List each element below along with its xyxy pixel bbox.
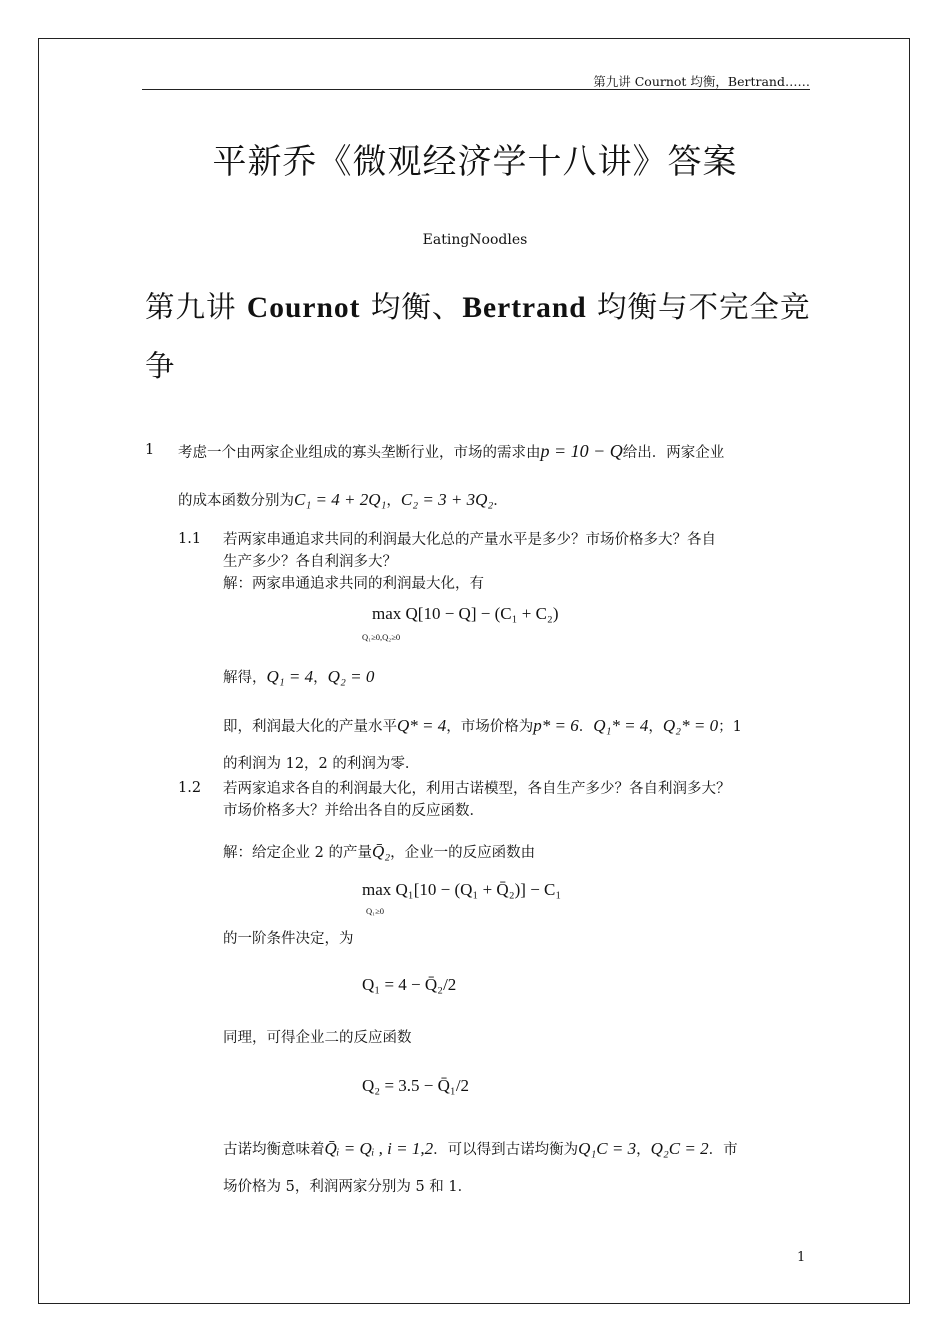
similarly-text: 同理，可得企业二的反应函数 bbox=[223, 1030, 412, 1046]
reaction-function-2: Q₂ = 3.5 − Q̄₁/2 bbox=[362, 1076, 470, 1095]
solution-result: 解得，Q₁ = 4，Q₂ = 0 bbox=[223, 667, 375, 686]
question-1-2-text: 若两家追求各自的利润最大化，利用古诺模型，各自生产多少？各自利润多大？ 市场价格多大？并给出各自的反应函数． bbox=[223, 781, 731, 819]
author: EatingNoodles bbox=[422, 232, 528, 248]
page-number: 1 bbox=[797, 1250, 806, 1265]
question-1-line-2: 的成本函数分别为C₁ = 4 + 2Q₁，C₂ = 3 + 3Q₂． bbox=[178, 490, 508, 509]
question-number: 1 bbox=[145, 442, 155, 458]
demand-equation: p = 10 − Q bbox=[540, 441, 623, 461]
page-border bbox=[38, 38, 910, 1304]
objective-firm-1: max Q₁[10 − (Q₁ + Q̄₂)] − C₁ bbox=[362, 880, 562, 899]
solution-summary-line: 即，利润最大化的产量水平Q* = 4，市场价格为p* = 6．Q₁* = 4，Q₂* = 0；1 bbox=[223, 716, 742, 735]
cost-function-2: C₂ = 3 + 3Q₂ bbox=[400, 490, 494, 509]
first-order-condition-text: 的一阶条件决定，为 bbox=[223, 931, 354, 947]
objective-constraint: Q₁≥0 bbox=[366, 906, 385, 916]
chapter-heading: 第九讲 Cournot 均衡、Bertrand 均衡与不完全竞争 bbox=[145, 290, 811, 383]
running-header: 第九讲 Cournot 均衡，Bertrand…… bbox=[142, 72, 810, 90]
reaction-function-1: Q₁ = 4 − Q̄₂/2 bbox=[362, 975, 457, 994]
subquestion-number: 1.1 bbox=[178, 531, 202, 547]
solution-profit-line: 的利润为 12，2 的利润为零． bbox=[223, 756, 420, 772]
question-1-1-text: 若两家串通追求共同的利润最大化总的产量水平是多少？市场价格多大？各自 生产多少？各自利润多大？ 解：两家串通追求共同的利润最大化，有 bbox=[223, 532, 716, 592]
document-title: 平新乔《微观经济学十八讲》答案 bbox=[212, 142, 738, 182]
cost-function-1: C₁ = 4 + 2Q₁ bbox=[294, 490, 387, 509]
question-1-line-1: 考虑一个由两家企业组成的寡头垄断行业，市场的需求由p = 10 − Q给出．两家企业 bbox=[178, 441, 725, 461]
solution-intro-1-2: 解：给定企业 2 的产量Q̄₂，企业一的反应函数由 bbox=[223, 842, 536, 861]
subquestion-number: 1.2 bbox=[178, 780, 202, 796]
objective-joint-profit: max Q[10 − Q] − (C₁ + C₂) bbox=[372, 604, 559, 623]
market-price-line: 场价格为 5，利润两家分别为 5 和 1． bbox=[223, 1179, 473, 1195]
cournot-equilibrium-line: 古诺均衡意味着Q̄ᵢ = Qᵢ , i = 1,2．可以得到古诺均衡为Q₁C = 3，Q₂C = 2．市 bbox=[223, 1139, 738, 1158]
objective-constraint: Q₁≥0,Q₂≥0 bbox=[362, 632, 401, 642]
